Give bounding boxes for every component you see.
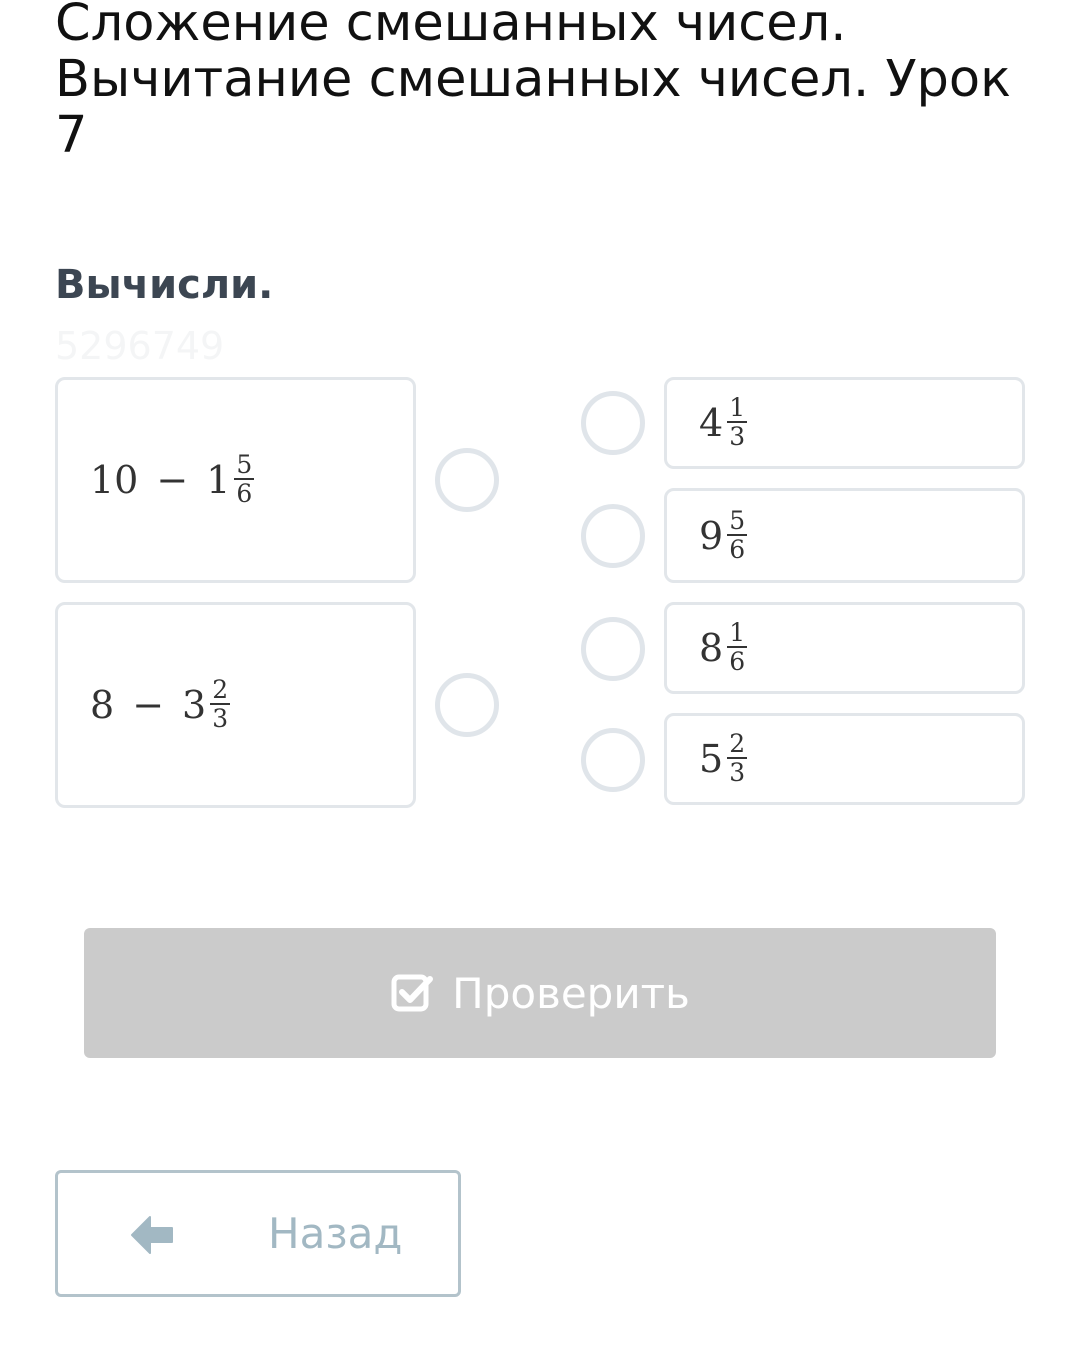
right-match-radio-3[interactable] — [581, 617, 645, 681]
back-button-label: Назад — [268, 1209, 403, 1258]
denominator: 6 — [236, 479, 253, 508]
back-button[interactable] — [55, 1170, 461, 1297]
expression-card-2[interactable] — [55, 602, 416, 808]
denominator: 6 — [729, 647, 746, 676]
right-match-radio-1[interactable] — [581, 391, 645, 455]
expression-2 — [90, 677, 230, 733]
answer-card-4[interactable] — [664, 713, 1025, 805]
denominator: 3 — [212, 704, 229, 733]
mixed-whole: 5 — [699, 737, 724, 781]
task-instruction: Вычисли. — [55, 262, 274, 308]
fraction — [727, 620, 747, 676]
expression-1 — [90, 452, 254, 508]
numerator: 5 — [236, 450, 253, 479]
left-match-radio-1[interactable] — [435, 448, 499, 512]
answer-card-2[interactable] — [664, 488, 1025, 583]
fraction — [210, 677, 230, 733]
fraction — [727, 505, 747, 564]
denominator: 6 — [729, 534, 746, 564]
expression-minuend: 10 — [90, 458, 139, 502]
numerator: 1 — [729, 393, 746, 422]
mixed-whole: 1 — [206, 458, 231, 502]
fraction — [727, 395, 747, 451]
numerator: 2 — [729, 729, 746, 758]
expression-minuend: 8 — [90, 683, 115, 727]
answer-1 — [699, 395, 747, 451]
left-match-radio-2[interactable] — [435, 673, 499, 737]
expression-card-1[interactable] — [55, 377, 416, 583]
task-id: 5296749 — [55, 324, 225, 368]
checkbox-check-icon — [390, 971, 434, 1015]
arrow-left-icon — [130, 1215, 174, 1255]
minus-sign: − — [132, 683, 165, 727]
mixed-whole: 3 — [182, 683, 207, 727]
minus-sign: − — [156, 458, 189, 502]
denominator: 3 — [729, 758, 746, 787]
answer-card-1[interactable] — [664, 377, 1025, 469]
fraction — [234, 452, 254, 508]
numerator: 2 — [212, 675, 229, 704]
fraction — [727, 731, 747, 787]
right-match-radio-4[interactable] — [581, 728, 645, 792]
page-title: Сложение смешанных чисел. Вычитание смешанных чисел. Урок 7 — [55, 0, 1011, 165]
numerator: 5 — [729, 505, 746, 535]
right-match-radio-2[interactable] — [581, 504, 645, 568]
check-button-label: Проверить — [452, 968, 690, 1018]
mixed-whole: 8 — [699, 626, 724, 670]
mixed-whole: 4 — [699, 401, 724, 445]
denominator: 3 — [729, 422, 746, 451]
answer-card-3[interactable] — [664, 602, 1025, 694]
answer-4 — [699, 731, 747, 787]
mixed-whole: 9 — [699, 513, 724, 558]
answer-2 — [699, 505, 747, 564]
numerator: 1 — [729, 618, 746, 647]
check-button[interactable] — [84, 928, 996, 1058]
answer-3 — [699, 620, 747, 676]
